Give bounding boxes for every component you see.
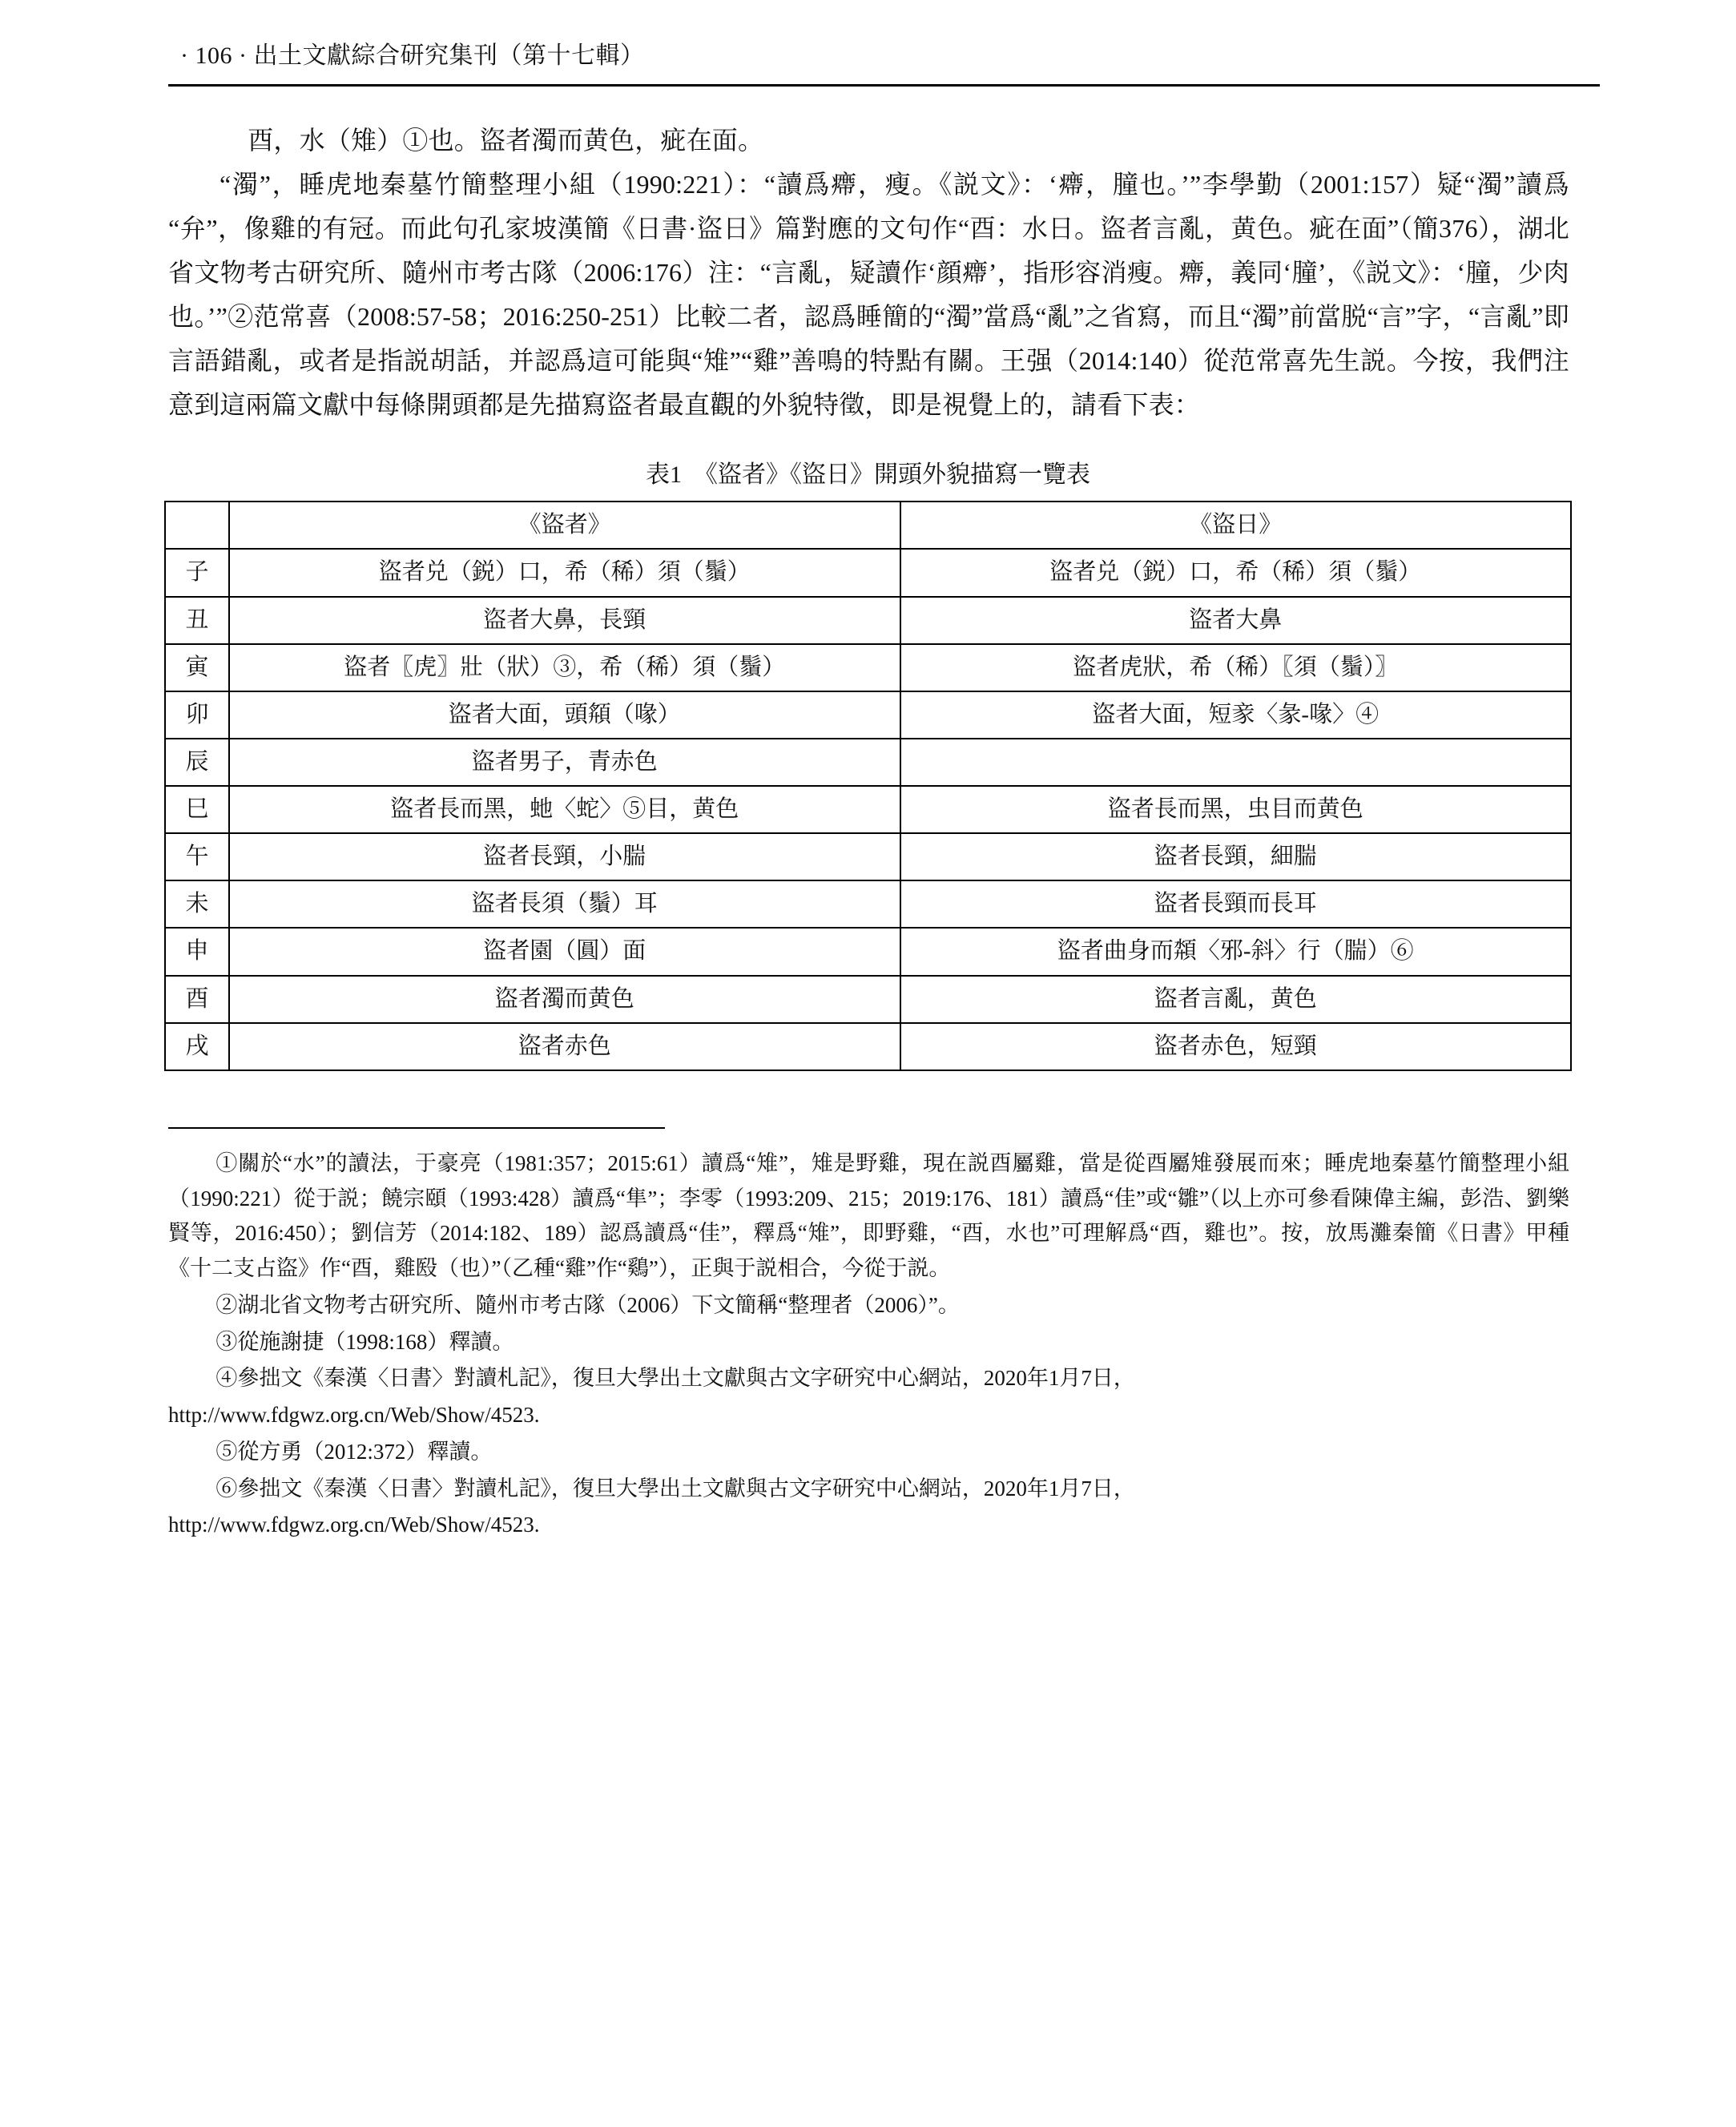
- paragraph-quote: 酉，水（雉）①也。盜者濁而黄色，疵在面。: [248, 126, 764, 155]
- cell-daori: 盜者長而黑，虫目而黄色: [900, 786, 1572, 833]
- table-row: [165, 597, 1571, 644]
- row-label: 戌: [165, 1023, 229, 1070]
- cell-daozhe: 盜者赤色: [229, 1023, 900, 1070]
- cell-daori: 盜者長頸，細腨: [900, 833, 1572, 880]
- publication-title: 出土文獻綜合研究集刊（第十七輯）: [253, 42, 645, 69]
- header-divider: [168, 84, 1600, 87]
- table-row: [165, 739, 1571, 786]
- cell-daozhe: 盜者濁而黄色: [229, 976, 900, 1023]
- table-header-row: [165, 502, 1571, 549]
- footnote-divider: [168, 1127, 665, 1129]
- footnote-5: ⑤從方勇（2012:372）釋讀。: [215, 1439, 493, 1464]
- row-label: 辰: [165, 739, 229, 786]
- row-label: 卯: [165, 691, 229, 739]
- cell-daozhe: 盜者〖虎〗壯（狀）③，希（稀）須（鬚）: [229, 644, 900, 691]
- footnote-4: ④參拙文《秦漢〈日書〉對讀札記》，復旦大學出土文獻與古文字研究中心網站，2020年1月7日，: [215, 1366, 1135, 1391]
- table-header-daozhe: 《盜者》: [229, 502, 900, 549]
- cell-daori: 盜者赤色，短頸: [900, 1023, 1572, 1070]
- cell-daori: 盜者虎狀，希（稀）〖須（鬚）〗: [900, 644, 1572, 691]
- cell-daori: 盜者大鼻: [900, 597, 1572, 644]
- cell-daozhe: 盜者長頸，小腨: [229, 833, 900, 880]
- cell-daozhe: 盜者長須（鬚）耳: [229, 880, 900, 928]
- table-row: [165, 928, 1571, 975]
- cell-daozhe: 盜者大鼻，長頸: [229, 597, 900, 644]
- row-label: 丑: [165, 597, 229, 644]
- cell-daori: 盜者長頸而長耳: [900, 880, 1572, 928]
- cell-daozhe: 盜者園（圓）面: [229, 928, 900, 975]
- footnote-3: ③從施謝捷（1998:168）釋讀。: [215, 1329, 514, 1354]
- paragraph-discussion: “濁”，睡虎地秦墓竹簡整理小組（1990:221）：“讀爲㿃，瘦。《説文》：‘㿃，朣也。’”李學勤（2001:157）疑“濁”讀爲“弁”，像雞的有冠。而此句孔家坡漢簡《日書·盜日》篇對應的文句作“酉：水日。盜者言亂，黄色。疵在面”（簡376），湖北省文物考古研究所、隨州市考古隊（2006:176）注：“言亂，疑讀作‘顔㿃’，指形容消瘦。㿃，義同‘朣’，《説文》：‘朣，少肉也。’”②范常喜（2008:57-58；2016:250-251）比較二者，認爲睡簡的“濁”當爲“亂”之省寫，而且“濁”前當脱“言”字，“言亂”即言語錯亂，或者是指説胡話，并認爲這可能與“雉”“雞”善鳴的特點有關。王强（2014:140）從范常喜先生説。今按，我們注意到這兩篇文獻中每條開頭都是先描寫盜者最直觀的外貌特徵，即是視覺上的，請看下表：: [168, 170, 1569, 420]
- footnote-1: ①關於“水”的讀法，于豪亮（1981:357；2015:61）讀爲“雉”，雉是野雞，現在説酉屬雞，當是從酉屬雉發展而來；睡虎地秦墓竹簡整理小組（1990:221）從于説；饒宗頤（1993:428）讀爲“隼”；李零（1993:209、215；2019:176、181）讀爲“佳”或“雛”（以上亦可參看陳偉主編，彭浩、劉樂賢等，2016:450）；劉信芳（2014:182、189）認爲讀爲“佳”，釋爲“雉”，即野雞，“酉，水也”可理解爲“酉，雞也”。按，放馬灘秦簡《日書》甲種《十二支占盜》作“酉，雞殹（也）”（乙種“雞”作“鷄”），正與于説相合，今從于説。: [168, 1150, 1569, 1281]
- cell-daori: 盜者兑（鋭）口，希（稀）須（鬚）: [900, 549, 1572, 596]
- body-text: [136, 119, 1600, 427]
- footnotes: [136, 1146, 1600, 1543]
- row-label: 申: [165, 928, 229, 975]
- cell-daozhe: 盜者男子，青赤色: [229, 739, 900, 786]
- table-header-daori: 《盜日》: [900, 502, 1572, 549]
- row-label: 未: [165, 880, 229, 928]
- table-row: [165, 786, 1571, 833]
- footnote-2: ②湖北省文物考古研究所、隨州市考古隊（2006）下文簡稱“整理者（2006）”。: [215, 1292, 960, 1317]
- row-label: 巳: [165, 786, 229, 833]
- page-number: · 106 ·: [180, 42, 248, 69]
- table-row: [165, 976, 1571, 1023]
- table-row: [165, 644, 1571, 691]
- table-body: [165, 549, 1571, 1070]
- cell-daozhe: 盜者兑（鋭）口，希（稀）須（鬚）: [229, 549, 900, 596]
- comparison-table: [164, 501, 1572, 1071]
- footnote-4-url: http://www.fdgwz.org.cn/Web/Show/4523.: [168, 1403, 540, 1428]
- cell-daori: 盜者大面，短豙〈彖-喙〉④: [900, 691, 1572, 739]
- table-header-blank: [165, 502, 229, 549]
- table-row: [165, 549, 1571, 596]
- cell-daori: [900, 739, 1572, 786]
- row-label: 子: [165, 549, 229, 596]
- table-row: [165, 833, 1571, 880]
- cell-daozhe: 盜者大面，頭頯（喙）: [229, 691, 900, 739]
- table-row: [165, 1023, 1571, 1070]
- table-row: [165, 880, 1571, 928]
- footnote-6: ⑥參拙文《秦漢〈日書〉對讀札記》，復旦大學出土文獻與古文字研究中心網站，2020年1月7日，: [215, 1476, 1135, 1501]
- row-label: 午: [165, 833, 229, 880]
- row-label: 酉: [165, 976, 229, 1023]
- footnote-6-url: http://www.fdgwz.org.cn/Web/Show/4523.: [168, 1513, 540, 1537]
- page-header: [136, 40, 1600, 71]
- table-row: [165, 691, 1571, 739]
- table-caption: 表1 《盜者》《盜日》開頭外貌描寫一覽表: [646, 461, 1090, 489]
- cell-daori: 盜者曲身而頮〈邪-斜〉行（腨）⑥: [900, 928, 1572, 975]
- row-label: 寅: [165, 644, 229, 691]
- cell-daozhe: 盜者長而黑，虵〈蛇〉⑤目，黄色: [229, 786, 900, 833]
- cell-daori: 盜者言亂，黄色: [900, 976, 1572, 1023]
